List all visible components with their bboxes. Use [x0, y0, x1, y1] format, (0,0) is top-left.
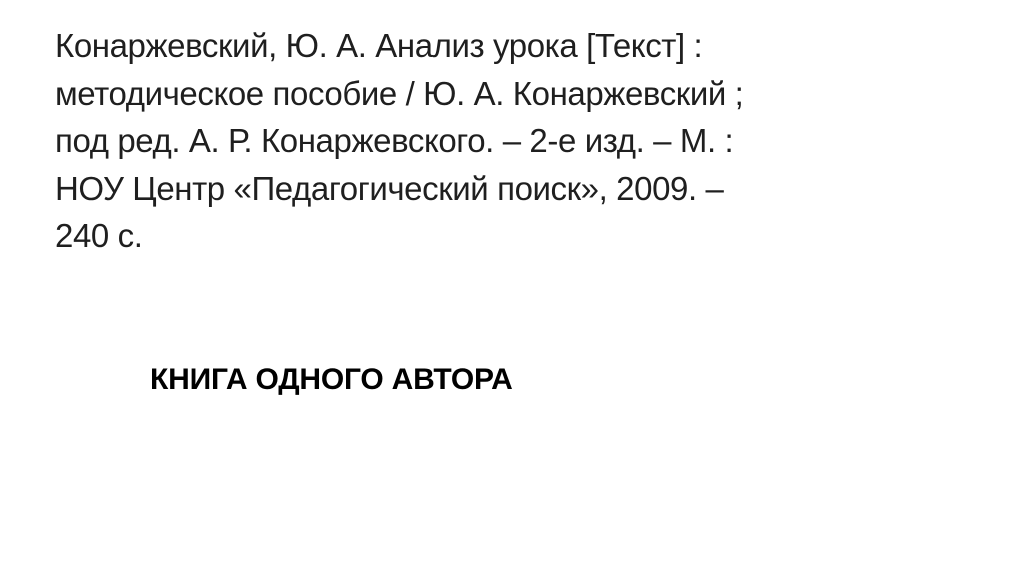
section-heading: КНИГА ОДНОГО АВТОРА: [150, 363, 513, 396]
citation-line-4: НОУ Центр «Педагогический поиск», 2009. –: [55, 169, 724, 207]
citation-line-2: методическое пособие / Ю. А. Конаржевский ;: [55, 74, 744, 112]
citation-text-block: [55, 22, 955, 260]
citation-line-3: под ред. А. Р. Конаржевского. – 2-е изд. – М. :: [55, 122, 734, 159]
citation-line-5: 240 с.: [55, 217, 143, 254]
citation-line-1: Конаржевский, Ю. А. Анализ урока [Текст] :: [55, 27, 703, 64]
